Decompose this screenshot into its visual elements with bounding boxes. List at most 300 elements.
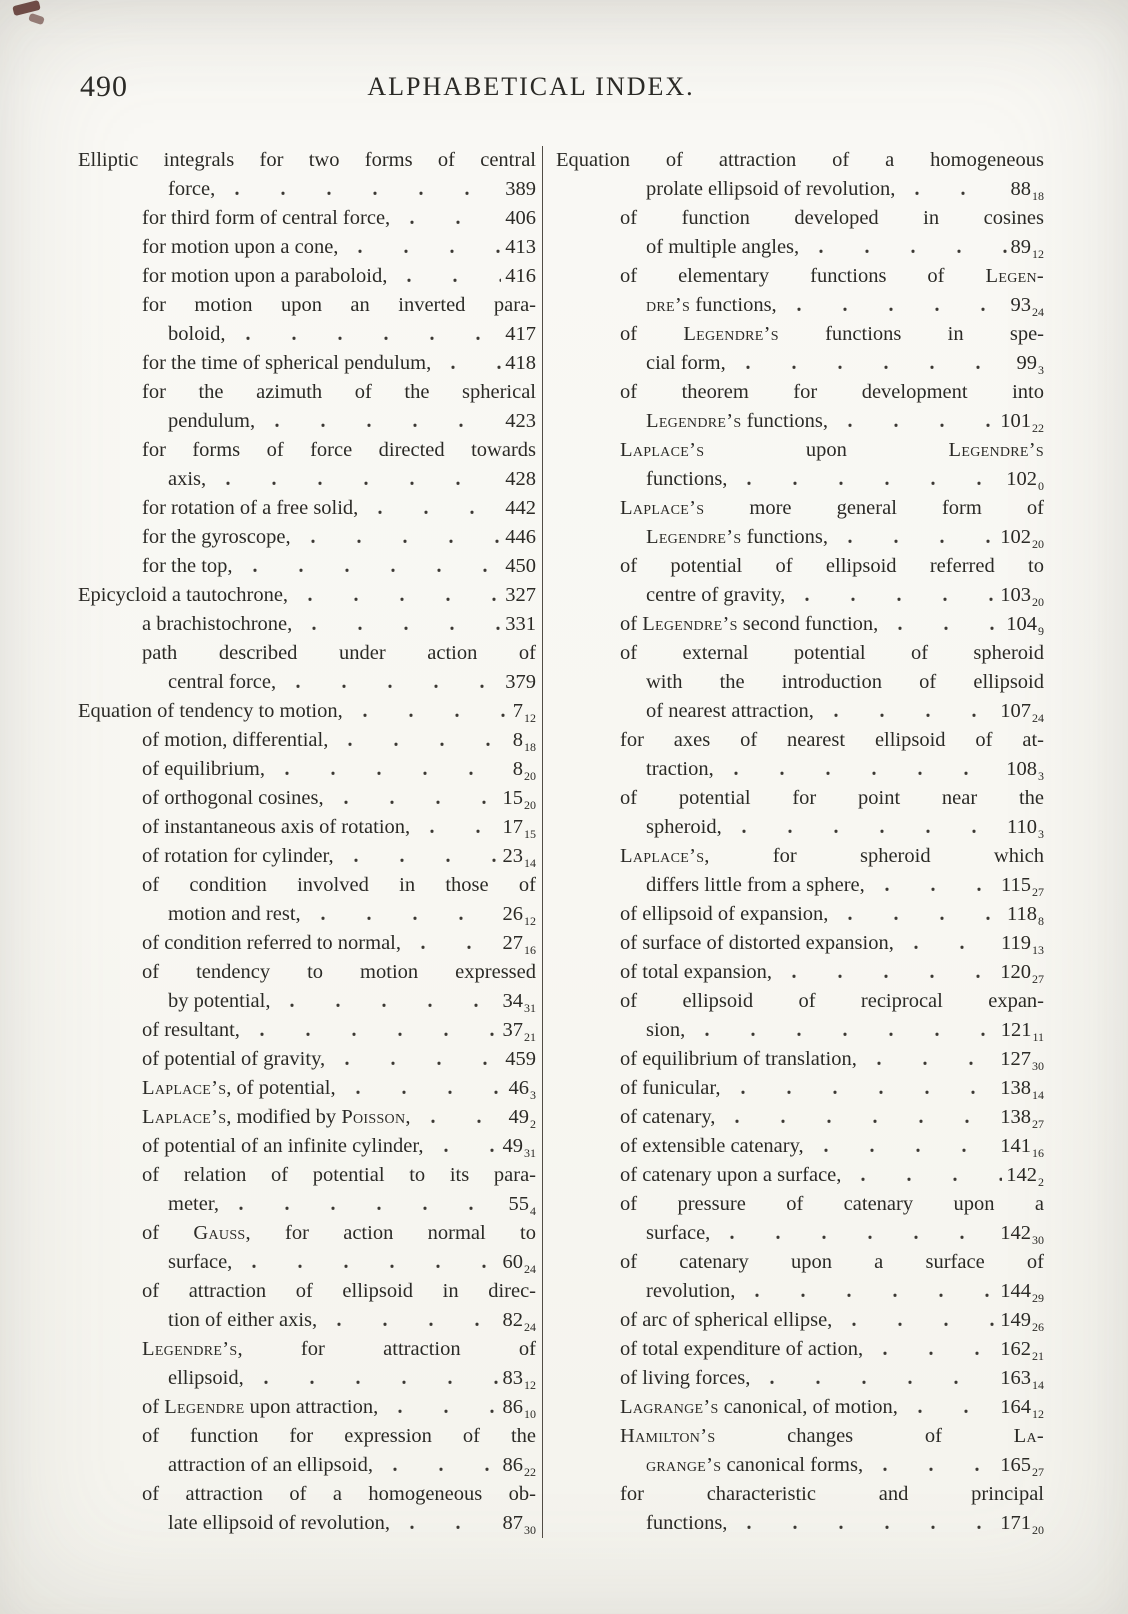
page-ref: $8_{18}$ — [512, 729, 536, 754]
entry-text: for axes of nearest ellipsoid of at- — [620, 729, 1044, 751]
dot-leader — [419, 1103, 505, 1132]
entry-text: cial form, — [646, 352, 726, 374]
index-entry-line — [556, 842, 1044, 871]
dot-leader — [278, 987, 498, 1016]
dot-leader — [273, 755, 509, 784]
entry-text: of catenary upon a surface of — [620, 1251, 1044, 1273]
entry-text: of catenary, — [620, 1106, 716, 1128]
page-ref: $60_{24}$ — [502, 1251, 536, 1276]
page-ref-line-subscript: 12 — [1032, 1407, 1044, 1421]
entry-text: axis, — [168, 468, 207, 490]
dot-leader — [735, 465, 1002, 494]
page-ref: 413 — [505, 236, 536, 258]
page-ref: $27_{16}$ — [502, 932, 536, 957]
scan-artifact — [28, 13, 45, 25]
index-entry-line — [556, 523, 1044, 552]
page-ref: $141_{16}$ — [1000, 1135, 1044, 1160]
dot-leader — [836, 523, 996, 552]
entry-text: of equilibrium, — [142, 758, 265, 780]
scan-artifact — [12, 0, 41, 16]
index-entry-line — [78, 378, 536, 407]
page-ref-line-subscript: 26 — [1032, 1320, 1044, 1334]
page-ref: $46_3$ — [508, 1077, 536, 1102]
page-ref: $164_{12}$ — [1000, 1396, 1044, 1421]
entry-text: Legendre’s, for attraction of — [142, 1338, 536, 1360]
page-ref: $110_3$ — [1007, 816, 1044, 841]
entry-text: boloid, — [168, 323, 226, 345]
dot-leader — [906, 1393, 996, 1422]
dot-leader — [432, 1132, 499, 1161]
index-entry-line — [556, 900, 1044, 929]
entry-text: of external potential of spheroid — [620, 642, 1044, 664]
page-ref-line-subscript: 30 — [1032, 1233, 1044, 1247]
entry-text: ellipsoid, — [168, 1367, 244, 1389]
page-header — [0, 72, 1128, 102]
page-ref-line-subscript: 0 — [1038, 479, 1044, 493]
entry-text: Legendre’s functions, — [646, 526, 829, 548]
page-ref: $88_{18}$ — [1010, 178, 1044, 203]
page-title: ALPHABETICAL INDEX. — [367, 72, 695, 101]
dot-leader — [386, 1393, 498, 1422]
page-ref: $103_{20}$ — [1000, 584, 1044, 609]
index-entry-line — [78, 784, 536, 813]
dot-leader — [346, 233, 501, 262]
page-ref-line-subscript: 31 — [524, 1146, 536, 1160]
index-entry-line — [556, 552, 1044, 581]
index-entry-line — [556, 1335, 1044, 1364]
page-ref: $142_{30}$ — [1000, 1222, 1044, 1247]
index-entry-line — [78, 958, 536, 987]
page-ref: $101_{22}$ — [1000, 410, 1044, 435]
page-ref-line-subscript: 18 — [524, 740, 536, 754]
page-ref: $86_{22}$ — [502, 1454, 536, 1479]
index-entry-line — [78, 465, 536, 494]
dot-leader — [342, 842, 499, 871]
entry-text: surface, — [168, 1251, 233, 1273]
page-ref: $142_2$ — [1006, 1164, 1044, 1189]
dot-leader — [381, 1451, 499, 1480]
index-entry-line — [556, 175, 1044, 204]
dot-leader — [296, 581, 501, 610]
page-ref: $99_3$ — [1016, 352, 1044, 377]
entry-text: of multiple angles, — [646, 236, 800, 258]
index-entry-line — [78, 813, 536, 842]
index-entry-line — [78, 1219, 536, 1248]
entry-text: for motion upon an inverted para- — [142, 294, 536, 316]
dot-leader — [300, 610, 501, 639]
page-ref: $119_{13}$ — [1001, 932, 1044, 957]
index-entry-line — [78, 842, 536, 871]
index-entry-line — [556, 494, 1044, 523]
page-ref: 406 — [505, 207, 536, 229]
entry-text: of attraction of a homogeneous ob- — [142, 1483, 536, 1505]
page-ref: $138_{14}$ — [1000, 1077, 1044, 1102]
dot-leader — [886, 610, 1002, 639]
index-entry-line — [556, 581, 1044, 610]
page-ref: $102_0$ — [1006, 468, 1044, 493]
dot-leader — [234, 320, 502, 349]
index-entry-line — [556, 1451, 1044, 1480]
entry-text: Legendre’s functions, — [646, 410, 829, 432]
entry-text: of living forces, — [620, 1367, 751, 1389]
index-entry-line — [556, 1306, 1044, 1335]
entry-text: sion, — [646, 1019, 686, 1041]
dot-leader — [240, 1248, 498, 1277]
page-ref-line-subscript: 27 — [1032, 972, 1044, 986]
entry-text: of potential of ellipsoid referred to — [620, 555, 1044, 577]
index-entry-line — [78, 552, 536, 581]
index-entry-line — [556, 784, 1044, 813]
page-ref: $17_{15}$ — [502, 816, 536, 841]
dot-leader — [227, 1190, 505, 1219]
dot-leader — [865, 1045, 996, 1074]
index-entry-line — [78, 1509, 536, 1538]
dot-leader — [840, 1306, 996, 1335]
dot-leader — [902, 929, 997, 958]
page-ref-line-subscript: 11 — [1032, 1030, 1044, 1044]
dot-leader — [351, 697, 509, 726]
index-entry-line — [78, 1103, 536, 1132]
index-column-left — [78, 146, 542, 1538]
dot-leader — [214, 465, 501, 494]
index-entry-line — [78, 1480, 536, 1509]
page-ref: $165_{27}$ — [1000, 1454, 1044, 1479]
page-ref: 418 — [505, 352, 536, 374]
page-ref: 416 — [505, 265, 536, 287]
entry-text: attraction of an ellipsoid, — [168, 1454, 373, 1476]
entry-text: of elementary functions of Legen- — [620, 265, 1044, 287]
index-entry-line — [78, 320, 536, 349]
entry-text: of pressure of catenary upon a — [620, 1193, 1044, 1215]
dot-leader — [398, 1509, 498, 1538]
index-entry-line — [78, 1393, 536, 1422]
index-entry-line — [78, 987, 536, 1016]
page-ref: $108_3$ — [1006, 758, 1044, 783]
entry-text: Laplace’s, of potential, — [142, 1077, 336, 1099]
page-ref: $121_{11}$ — [1000, 1019, 1044, 1044]
page-ref-line-subscript: 31 — [524, 1001, 536, 1015]
entry-text: for the azimuth of the spherical — [142, 381, 536, 403]
index-entry-line — [78, 175, 536, 204]
page-ref: 428 — [505, 468, 536, 490]
page-ref-line-subscript: 12 — [524, 914, 536, 928]
dot-leader — [734, 349, 1013, 378]
dot-leader — [336, 726, 508, 755]
dot-leader — [743, 1277, 996, 1306]
index-entry-line — [78, 436, 536, 465]
page-ref: 327 — [505, 584, 536, 606]
page-ref-line-subscript: 10 — [524, 1407, 536, 1421]
index-entry-line — [78, 755, 536, 784]
page-ref-line-subscript: 3 — [530, 1088, 536, 1102]
index-entry-line — [556, 1248, 1044, 1277]
index-entry-line — [78, 1277, 536, 1306]
entry-text: of relation of potential to its para- — [142, 1164, 536, 1186]
entry-text: Elliptic integrals for two forms of central — [78, 149, 536, 171]
entry-text: of Gauss, for action normal to — [142, 1222, 536, 1244]
entry-text: of orthogonal cosines, — [142, 787, 324, 809]
page-ref-line-subscript: 20 — [1032, 537, 1044, 551]
index-entry-line — [78, 1016, 536, 1045]
dot-leader — [812, 1132, 997, 1161]
index-entry-line — [556, 871, 1044, 900]
index-entry-line — [78, 639, 536, 668]
index-entry-line — [556, 639, 1044, 668]
dot-leader — [241, 552, 502, 581]
page-ref: $37_{21}$ — [502, 1019, 536, 1044]
entry-text: of Legendre upon attraction, — [142, 1396, 379, 1418]
page-ref: 389 — [505, 178, 536, 200]
page-ref-line-subscript: 18 — [1032, 189, 1044, 203]
index-entry-line — [78, 1161, 536, 1190]
index-entry-line — [556, 1161, 1044, 1190]
dot-leader — [309, 900, 499, 929]
index-entry-line — [78, 697, 536, 726]
dot-leader — [252, 1364, 499, 1393]
entry-text: meter, — [168, 1193, 219, 1215]
dot-leader — [439, 349, 501, 378]
entry-text: for motion upon a paraboloid, — [142, 265, 388, 287]
entry-text: of attraction of ellipsoid in direc- — [142, 1280, 536, 1302]
index-entry-line — [78, 204, 536, 233]
entry-text: of function developed in cosines — [620, 207, 1044, 229]
index-entry-line — [556, 813, 1044, 842]
page-ref-line-subscript: 27 — [1032, 885, 1044, 899]
entry-text: Equation of attraction of a homogeneous — [556, 149, 1044, 171]
entry-text: Lagrange’s canonical, of motion, — [620, 1396, 898, 1418]
index-entry-line — [556, 349, 1044, 378]
index-entry-line — [556, 233, 1044, 262]
index-entry-line — [78, 1074, 536, 1103]
entry-text: of Legendre’s functions in spe- — [620, 323, 1044, 345]
entry-text: of function for expression of the — [142, 1425, 536, 1447]
page-ref: 423 — [505, 410, 536, 432]
dot-leader — [325, 1306, 498, 1335]
entry-text: Laplace’s upon Legendre’s — [620, 439, 1044, 461]
entry-text: force, — [168, 178, 216, 200]
page-ref-line-subscript: 14 — [1032, 1378, 1044, 1392]
entry-text: for the gyroscope, — [142, 526, 291, 548]
page-ref: $120_{27}$ — [1000, 961, 1044, 986]
entry-text: of condition referred to normal, — [142, 932, 402, 954]
page-ref: $149_{26}$ — [1000, 1309, 1044, 1334]
entry-text: Laplace’s, for spheroid which — [620, 845, 1044, 867]
page-ref-line-subscript: 16 — [524, 943, 536, 957]
index-entry-line — [556, 291, 1044, 320]
dot-leader — [223, 175, 501, 204]
index-entry-line — [78, 494, 536, 523]
entry-text: motion and rest, — [168, 903, 301, 925]
index-entry-line — [78, 1132, 536, 1161]
index-entry-line — [556, 320, 1044, 349]
page-ref-line-subscript: 3 — [1038, 769, 1044, 783]
entry-text: of extensible catenary, — [620, 1135, 804, 1157]
index-entry-line — [556, 958, 1044, 987]
dot-leader — [723, 1103, 996, 1132]
entry-text: of theorem for development into — [620, 381, 1044, 403]
entry-text: for the top, — [142, 555, 233, 577]
entry-text: of instantaneous axis of rotation, — [142, 816, 411, 838]
entry-text: of total expansion, — [620, 961, 773, 983]
entry-text: of resultant, — [142, 1019, 240, 1041]
dot-leader — [366, 494, 501, 523]
page-ref: $171_{20}$ — [1000, 1512, 1044, 1537]
dot-leader — [836, 407, 996, 436]
index-entry-line — [556, 1103, 1044, 1132]
page-ref-line-subscript: 30 — [524, 1523, 536, 1537]
page-ref-line-subscript: 8 — [1038, 914, 1044, 928]
dot-leader — [793, 581, 996, 610]
page-ref-line-subscript: 24 — [524, 1262, 536, 1276]
index-entry-line — [78, 1045, 536, 1074]
dot-leader — [284, 668, 501, 697]
page-ref-line-subscript: 21 — [524, 1030, 536, 1044]
page-ref-line-subscript: 21 — [1032, 1349, 1044, 1363]
entry-text: of nearest attraction, — [646, 700, 814, 722]
index-entry-line — [556, 1190, 1044, 1219]
entry-text: spheroid, — [646, 816, 722, 838]
entry-text: of rotation for cylinder, — [142, 845, 334, 867]
index-entry-line — [78, 1248, 536, 1277]
page-ref-line-subscript: 27 — [1032, 1117, 1044, 1131]
entry-text: of condition involved in those of — [142, 874, 536, 896]
index-entry-line — [78, 523, 536, 552]
index-entry-line — [556, 1422, 1044, 1451]
entry-text: surface, — [646, 1222, 711, 1244]
page-ref: $144_{29}$ — [1000, 1280, 1044, 1305]
entry-text: revolution, — [646, 1280, 736, 1302]
entry-text: functions, — [646, 468, 728, 490]
index-entry-line — [556, 1132, 1044, 1161]
page-ref: $55_4$ — [508, 1193, 536, 1218]
index-entry-line — [78, 1335, 536, 1364]
entry-text: differs little from a sphere, — [646, 874, 865, 896]
entry-text: for forms of force directed towards — [142, 439, 536, 461]
index-entry-line — [556, 1509, 1044, 1538]
dot-leader — [299, 523, 502, 552]
dot-leader — [344, 1074, 505, 1103]
page-ref-line-subscript: 27 — [1032, 1465, 1044, 1479]
page-ref: $107_{24}$ — [1000, 700, 1044, 725]
dot-leader — [903, 175, 1006, 204]
entry-text: of catenary upon a surface, — [620, 1164, 842, 1186]
index-entry-line — [556, 1219, 1044, 1248]
page-ref: 459 — [505, 1048, 536, 1070]
entry-text: of ellipsoid of expansion, — [620, 903, 829, 925]
index-entry-line — [556, 1480, 1044, 1509]
dot-leader — [398, 204, 501, 233]
entry-text: late ellipsoid of revolution, — [168, 1512, 391, 1534]
page-ref: $49_2$ — [508, 1106, 536, 1131]
entry-text: centre of gravity, — [646, 584, 786, 606]
index-body — [78, 146, 1044, 1538]
index-entry-line — [556, 726, 1044, 755]
dot-leader — [418, 813, 498, 842]
index-entry-line — [78, 1306, 536, 1335]
entry-text: for the time of spherical pendulum, — [142, 352, 432, 374]
entry-text: of potential of an infinite cylinder, — [142, 1135, 424, 1157]
page-ref-line-subscript: 24 — [524, 1320, 536, 1334]
entry-text: of funicular, — [620, 1077, 721, 1099]
page-ref-line-subscript: 14 — [1032, 1088, 1044, 1102]
page-ref: $34_{31}$ — [502, 990, 536, 1015]
page-ref: $49_{31}$ — [502, 1135, 536, 1160]
dot-leader — [873, 871, 997, 900]
dot-leader — [718, 1219, 996, 1248]
page-ref-line-subscript: 12 — [1032, 247, 1044, 261]
dot-leader — [409, 929, 498, 958]
page-ref: 417 — [505, 323, 536, 345]
dot-leader — [730, 813, 1003, 842]
index-entry-line — [556, 436, 1044, 465]
entry-text: for motion upon a cone, — [142, 236, 339, 258]
page-ref: $89_{12}$ — [1010, 236, 1044, 261]
index-entry-line — [78, 929, 536, 958]
entry-text: dre’s functions, — [646, 294, 777, 316]
dot-leader — [729, 1074, 997, 1103]
entry-text: of surface of distorted expansion, — [620, 932, 894, 954]
dot-leader — [332, 784, 499, 813]
page-ref-line-subscript: 20 — [524, 769, 536, 783]
entry-text: central force, — [168, 671, 277, 693]
index-entry-line — [78, 407, 536, 436]
entry-text: with the introduction of ellipsoid — [646, 671, 1044, 693]
entry-text: Hamilton’s changes of La- — [620, 1425, 1044, 1447]
page-ref-line-subscript: 2 — [530, 1117, 536, 1131]
index-entry-line — [78, 1422, 536, 1451]
index-entry-line — [556, 755, 1044, 784]
index-entry-line — [78, 900, 536, 929]
index-entry-line — [556, 610, 1044, 639]
index-entry-line — [556, 407, 1044, 436]
index-entry-line — [556, 378, 1044, 407]
page-ref: $26_{12}$ — [502, 903, 536, 928]
page-ref-line-subscript: 4 — [530, 1204, 536, 1218]
page-ref: $93_{24}$ — [1010, 294, 1044, 319]
dot-leader — [822, 697, 996, 726]
index-entry-line — [78, 146, 536, 175]
index-entry-line — [556, 262, 1044, 291]
dot-leader — [395, 262, 501, 291]
page-ref-line-subscript: 24 — [1032, 711, 1044, 725]
entry-text: of tendency to motion expressed — [142, 961, 536, 983]
page-ref: $162_{21}$ — [1000, 1338, 1044, 1363]
page-ref-line-subscript: 22 — [1032, 421, 1044, 435]
page-ref-line-subscript: 30 — [1032, 1059, 1044, 1073]
page-ref: $115_{27}$ — [1001, 874, 1044, 899]
page-ref: $163_{14}$ — [1000, 1367, 1044, 1392]
page-ref: 442 — [505, 497, 536, 519]
page-ref: $127_{30}$ — [1000, 1048, 1044, 1073]
page-ref-line-subscript: 3 — [1038, 827, 1044, 841]
page-ref: $83_{12}$ — [502, 1367, 536, 1392]
entry-text: functions, — [646, 1512, 728, 1534]
entry-text: traction, — [646, 758, 714, 780]
index-column-right — [542, 146, 1044, 1538]
entry-text: pendulum, — [168, 410, 256, 432]
page-ref-line-subscript: 13 — [1032, 943, 1044, 957]
index-entry-line — [556, 146, 1044, 175]
index-entry-line — [78, 871, 536, 900]
page-ref-line-subscript: 20 — [1032, 1523, 1044, 1537]
dot-leader — [333, 1045, 501, 1074]
page-ref-line-subscript: 12 — [524, 1378, 536, 1392]
entry-text: grange’s canonical forms, — [646, 1454, 864, 1476]
entry-text: for third form of central force, — [142, 207, 391, 229]
page-ref-line-subscript: 20 — [1032, 595, 1044, 609]
index-entry-line — [556, 1364, 1044, 1393]
entry-text: a brachistochrone, — [142, 613, 293, 635]
